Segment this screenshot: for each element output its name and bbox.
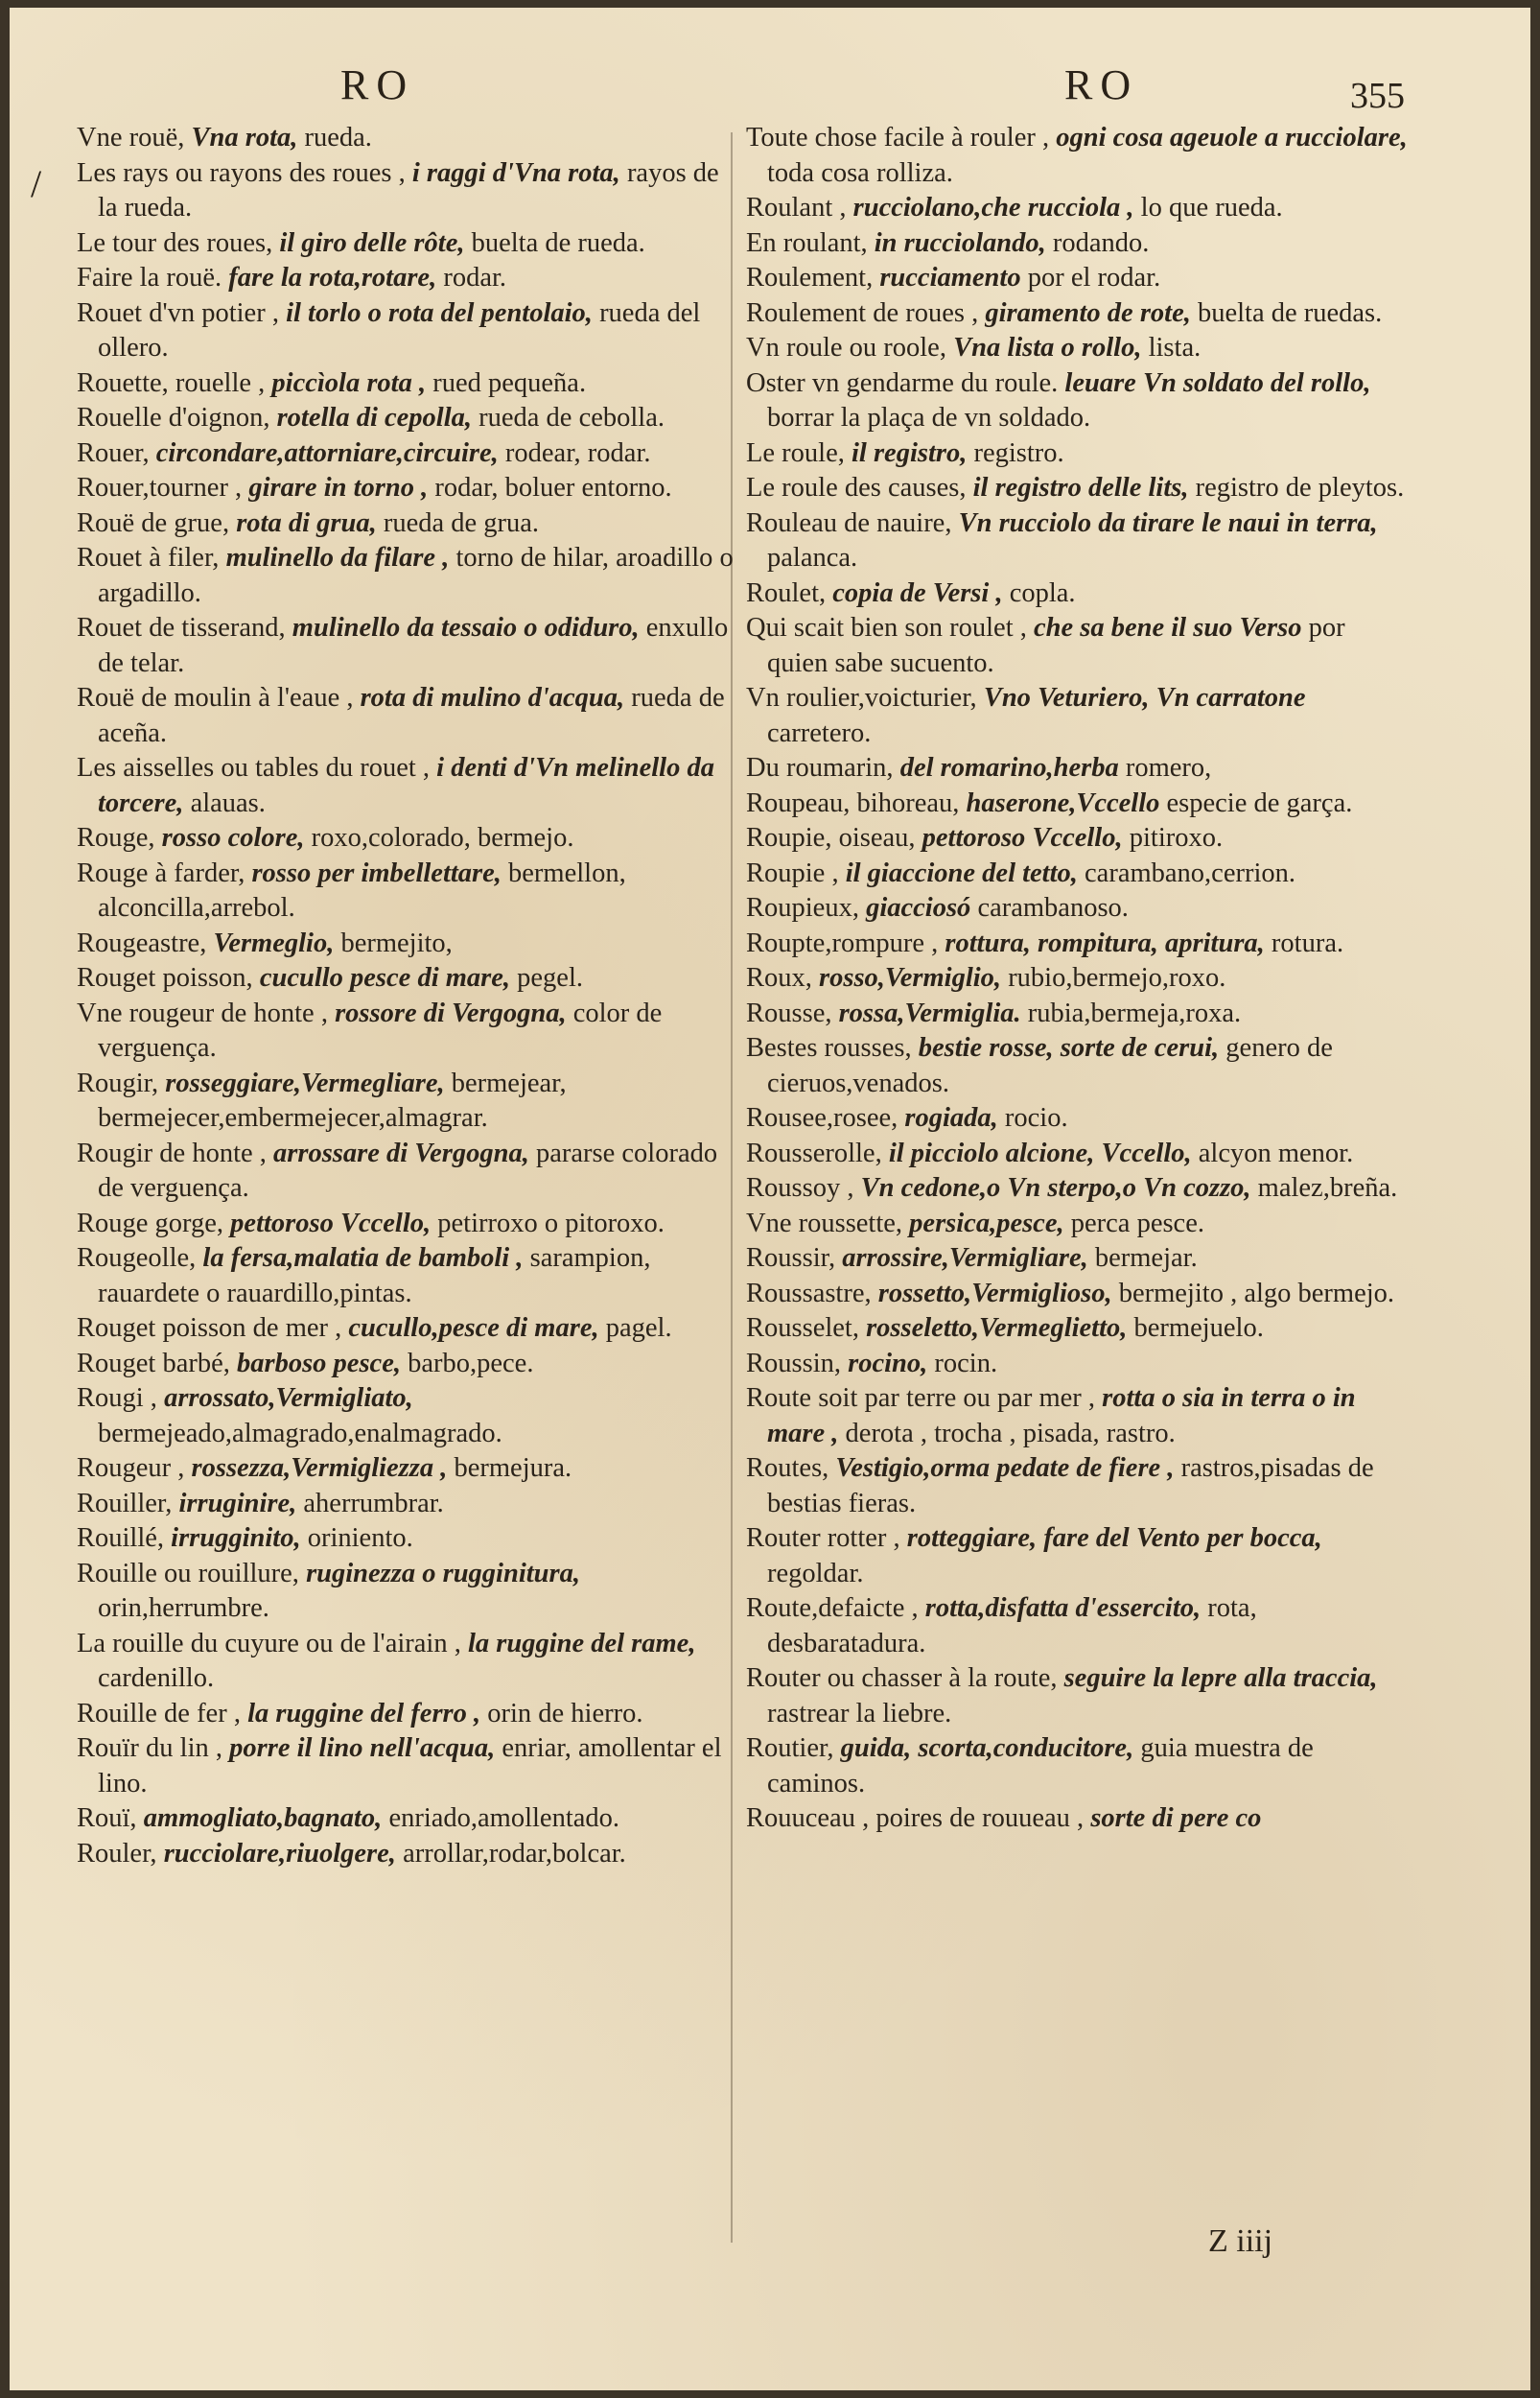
entry-french: Du roumarin, <box>746 753 894 783</box>
entry-french: Les aisselles ou tables du rouet , <box>77 753 431 783</box>
dictionary-entry <box>746 1731 1408 1801</box>
entry-italian: cucullo pesce di mare, <box>259 963 511 993</box>
entry-french: Le tour des roues, <box>77 227 273 258</box>
dictionary-entry <box>77 226 738 262</box>
entry-french: Rouelle d'oignon, <box>77 403 270 433</box>
dictionary-entry <box>746 1521 1408 1591</box>
entry-italian: arrossato,Vermigliato, <box>164 1383 413 1413</box>
entry-spanish: por quien sabe sucuento. <box>767 613 1345 678</box>
dictionary-entry <box>77 611 738 681</box>
entry-italian: rosso,Vermiglio, <box>819 963 1002 993</box>
dictionary-entry <box>746 1451 1408 1521</box>
dictionary-entry <box>746 1381 1408 1451</box>
entry-french: Routes, <box>746 1453 829 1483</box>
dictionary-entry <box>77 541 738 611</box>
dictionary-entry <box>77 1451 738 1487</box>
entry-spanish: orin de hierro. <box>487 1698 643 1728</box>
dictionary-entry <box>77 1311 738 1347</box>
entry-italian: rosseletto,Vermeglietto, <box>866 1313 1128 1343</box>
entry-spanish: arrollar,rodar,bolcar. <box>403 1838 626 1869</box>
dictionary-entry <box>77 1067 738 1137</box>
running-head-right: RO <box>1064 61 1139 108</box>
entry-spanish: oriniento. <box>307 1523 413 1553</box>
entry-spanish: rodando. <box>1052 227 1150 258</box>
entry-french: Toute chose facile à rouler , <box>746 123 1050 153</box>
entry-italian: del romarino,herba <box>899 753 1119 783</box>
entry-french: Faire la rouë. <box>77 263 222 293</box>
entry-french: Rougir, <box>77 1068 159 1098</box>
entry-spanish: rocio. <box>1004 1103 1068 1133</box>
entry-french: Rouillé, <box>77 1523 165 1553</box>
entry-spanish: pararse colorado de verguença. <box>98 1138 718 1203</box>
dictionary-entry <box>77 261 738 296</box>
dictionary-entry <box>746 436 1408 472</box>
dictionary-entry <box>746 576 1408 612</box>
entry-french: Roulet, <box>746 577 827 608</box>
entry-spanish: toda cosa rolliza. <box>767 157 953 188</box>
entry-french: Rouiller, <box>77 1488 173 1518</box>
dictionary-entry <box>746 506 1408 576</box>
entry-italian: sorte di pere co <box>1090 1803 1262 1833</box>
entry-italian: ammogliato,bagnato, <box>143 1803 383 1833</box>
dictionary-entry <box>746 1137 1408 1172</box>
entry-spanish: sarampion, rauardete o rauardillo,pintas. <box>98 1243 651 1308</box>
entry-italian: cucullo,pesce di mare, <box>348 1313 599 1343</box>
entry-italian: rossore di Vergogna, <box>335 998 567 1028</box>
entry-french: Rouë de grue, <box>77 507 230 538</box>
entry-french: Roupeau, bihoreau, <box>746 788 960 818</box>
entry-french: Routier, <box>746 1733 834 1763</box>
dictionary-entry <box>746 226 1408 262</box>
dictionary-entry <box>746 121 1408 191</box>
entry-spanish: bermejura. <box>454 1453 572 1483</box>
dictionary-entry <box>746 191 1408 226</box>
entry-italian: arrossare di Vergogna, <box>273 1138 529 1168</box>
entry-spanish: rueda del ollero. <box>98 297 701 363</box>
entry-french: Le roule des causes, <box>746 473 967 503</box>
entry-spanish: bermejar. <box>1094 1243 1198 1273</box>
entry-italian: bestie rosse, sorte de cerui, <box>918 1033 1220 1063</box>
entry-italian: ruginezza o rugginitura, <box>306 1558 580 1588</box>
entry-french: Roulement, <box>746 263 874 293</box>
entry-spanish: carambanoso. <box>977 893 1129 923</box>
entry-italian: il torlo o rota del pentolaio, <box>286 297 593 328</box>
entry-italian: che sa bene il suo Verso <box>1034 613 1302 643</box>
entry-spanish: genero de cieruos,venados. <box>767 1033 1333 1098</box>
entry-spanish: registro. <box>973 437 1064 468</box>
dictionary-entry <box>746 1241 1408 1277</box>
entry-french: Vn roule ou roole, <box>746 333 946 363</box>
entry-french: Roulant , <box>746 193 847 223</box>
entry-italian: arrossire,Vermigliare, <box>842 1243 1088 1273</box>
dictionary-entry <box>77 1697 738 1732</box>
entry-italian: il giaccione del tetto, <box>845 858 1078 888</box>
entry-spanish: bermellon, alconcilla,arrebol. <box>98 858 626 923</box>
entry-italian: rotella di cepolla, <box>276 403 473 433</box>
entry-italian: il registro, <box>852 437 968 468</box>
dictionary-entry <box>746 961 1408 997</box>
entry-spanish: bermejito , algo bermejo. <box>1118 1278 1395 1308</box>
column-divider <box>731 132 733 2243</box>
entry-italian: rucciamento <box>879 263 1021 293</box>
dictionary-entry <box>746 1661 1408 1731</box>
entry-italian: haserone,Vccello <box>966 788 1160 818</box>
entry-italian: il picciolo alcione, Vccello, <box>888 1138 1192 1168</box>
dictionary-entry <box>77 751 738 821</box>
entry-french: Rouget barbé, <box>77 1348 230 1378</box>
entry-spanish: rodear, rodar. <box>504 437 651 468</box>
entry-italian: Vermeglio, <box>213 928 335 958</box>
entry-italian: rotteggiare, fare del Vento per bocca, <box>906 1523 1322 1553</box>
entry-french: Le roule, <box>746 437 845 468</box>
entry-spanish: carretero. <box>767 717 872 748</box>
entry-french: Les rays ou rayons des roues , <box>77 157 406 188</box>
entry-french: Rouï, <box>77 1803 137 1833</box>
entry-italian: la ruggine del rame, <box>467 1628 696 1658</box>
entry-italian: pettoroso Vccello, <box>230 1208 432 1238</box>
dictionary-entry <box>77 927 738 962</box>
entry-spanish: rayos de la rueda. <box>98 157 719 223</box>
entry-italian: rotta o sia in terra o in mare , <box>767 1383 1356 1448</box>
entry-french: Rouget poisson de mer , <box>77 1313 342 1343</box>
entry-french: Route,defaicte , <box>746 1593 919 1623</box>
entry-spanish: romero, <box>1125 753 1212 783</box>
entry-italian: pettoroso Vccello, <box>922 823 1123 853</box>
margin-mark: / <box>31 162 42 205</box>
entry-italian: Vno Veturiero, Vn carratone <box>983 683 1306 713</box>
entry-french: Rouille de fer , <box>77 1698 241 1728</box>
entry-french: Rousselet, <box>746 1313 859 1343</box>
entry-spanish: petirroxo o pitoroxo. <box>437 1208 665 1238</box>
entry-spanish: rocin. <box>934 1348 998 1378</box>
entry-italian: mulinello da tessaio o odiduro, <box>292 613 640 643</box>
dictionary-entry <box>77 961 738 997</box>
entry-french: Router ou chasser à la route, <box>746 1663 1058 1693</box>
dictionary-entry <box>77 506 738 542</box>
entry-spanish: lo que rueda. <box>1140 193 1283 223</box>
dictionary-entry <box>746 927 1408 962</box>
entry-italian: rosso colore, <box>161 823 305 853</box>
entry-french: Roussastre, <box>746 1278 872 1308</box>
entry-italian: copia de Versi , <box>832 577 1003 608</box>
dictionary-entry <box>746 857 1408 892</box>
entry-spanish: alcyon menor. <box>1198 1138 1354 1168</box>
entry-spanish: rued pequeña. <box>432 367 587 398</box>
entry-french: Rouuceau , poires de rouueau , <box>746 1803 1085 1833</box>
entry-french: Roulement de roues , <box>746 297 979 328</box>
dictionary-entry <box>746 366 1408 436</box>
entry-french: Router rotter , <box>746 1523 900 1553</box>
entry-italian: rosso per imbellettare, <box>251 858 502 888</box>
entry-french: Rouget poisson, <box>77 963 253 993</box>
entry-french: Vne rougeur de honte , <box>77 998 328 1028</box>
dictionary-entry <box>77 471 738 506</box>
entry-italian: irruginire, <box>178 1488 297 1518</box>
entry-spanish: lista. <box>1148 333 1202 363</box>
dictionary-entry <box>77 821 738 857</box>
dictionary-entry <box>77 366 738 402</box>
page-number: 355 <box>1350 76 1405 116</box>
entry-spanish: rodar, boluer entorno. <box>434 473 672 503</box>
entry-spanish: borrar la plaça de vn soldado. <box>767 403 1091 433</box>
entry-french: Roupie , <box>746 858 839 888</box>
entry-italian: rota di mulino d'acqua, <box>360 683 625 713</box>
entry-italian: seguire la lepre alla traccia, <box>1063 1663 1378 1693</box>
entry-italian: giramento de rote, <box>985 297 1191 328</box>
entry-italian: rota di grua, <box>236 507 377 538</box>
entry-french: En roulant, <box>746 227 868 258</box>
entry-italian: rossetto,Vermiglioso, <box>877 1278 1112 1308</box>
entry-french: Rousee,rosee, <box>746 1103 898 1133</box>
dictionary-entry <box>746 681 1408 751</box>
entry-spanish: derota , trocha , pisada, rastro. <box>845 1418 1176 1448</box>
entry-spanish: pagel. <box>605 1313 672 1343</box>
entry-french: Rouïr du lin , <box>77 1733 223 1763</box>
dictionary-entry <box>746 751 1408 787</box>
entry-italian: rotta,disfatta d'essercito, <box>924 1593 1202 1623</box>
entry-italian: rogiada, <box>904 1103 998 1133</box>
dictionary-entry <box>746 1101 1408 1137</box>
entry-french: Roussoy , <box>746 1173 854 1203</box>
entry-italian: la fersa,malatia de bamboli , <box>202 1243 524 1273</box>
entry-french: Rouille ou rouillure, <box>77 1558 299 1588</box>
dictionary-entry <box>746 611 1408 681</box>
entry-italian: ogni cosa ageuole a rucciolare, <box>1056 123 1408 153</box>
entry-french: Rouge à farder, <box>77 858 245 888</box>
entry-italian: barboso pesce, <box>237 1348 401 1378</box>
entry-spanish: copla. <box>1009 577 1076 608</box>
dictionary-page <box>10 8 1530 2390</box>
dictionary-entry <box>746 471 1408 506</box>
entry-spanish: roxo,colorado, bermejo. <box>311 823 574 853</box>
entry-french: Vne rouë, <box>77 123 185 153</box>
entry-spanish: aherrumbrar. <box>303 1488 444 1518</box>
entry-spanish: registro de pleytos. <box>1195 473 1405 503</box>
entry-spanish: rueda de grua. <box>383 507 540 538</box>
entry-italian: porre il lino nell'acqua, <box>229 1733 496 1763</box>
dictionary-entry <box>746 1591 1408 1661</box>
entry-spanish: regoldar. <box>767 1558 864 1588</box>
dictionary-entry <box>746 997 1408 1032</box>
entry-spanish: rastros,pisadas de bestias fieras. <box>767 1453 1374 1518</box>
entry-italian: rucciolare,riuolgere, <box>163 1838 396 1869</box>
entry-french: Rouer, <box>77 437 150 468</box>
entry-spanish: pegel. <box>517 963 583 993</box>
entry-french: Vne roussette, <box>746 1208 903 1238</box>
entry-french: Rousse, <box>746 998 832 1028</box>
entry-spanish: rueda. <box>304 123 372 153</box>
entry-spanish: bermejito, <box>340 928 453 958</box>
dictionary-entry <box>746 1311 1408 1347</box>
entry-spanish: bermejear, bermejecer,embermejecer,almagrar. <box>98 1068 567 1133</box>
dictionary-entry <box>77 1801 738 1837</box>
entry-french: Rouet à filer, <box>77 543 220 573</box>
dictionary-entry <box>77 401 738 436</box>
entry-french: Roux, <box>746 963 812 993</box>
entry-italian: guida, scorta,conducitore, <box>840 1733 1134 1763</box>
entry-french: Rouet de tisserand, <box>77 613 286 643</box>
entry-italian: giacciosó <box>866 893 971 923</box>
entry-french: Rouge gorge, <box>77 1208 224 1238</box>
entry-spanish: buelta de ruedas. <box>1197 297 1383 328</box>
entry-italian: il giro delle rôte, <box>279 227 465 258</box>
entry-spanish: bermejuelo. <box>1133 1313 1264 1343</box>
entry-spanish: por el rodar. <box>1027 263 1161 293</box>
entry-spanish: malez,breña. <box>1257 1173 1398 1203</box>
entry-french: Vn roulier,voicturier, <box>746 683 977 713</box>
entry-spanish: rodar. <box>443 263 507 293</box>
dictionary-entry <box>77 1381 738 1451</box>
dictionary-entry <box>746 1347 1408 1382</box>
entry-french: Rougeur , <box>77 1453 185 1483</box>
entry-italian: Vn rucciolo da tirare le naui in terra, <box>958 507 1378 538</box>
entry-french: Roupieux, <box>746 893 859 923</box>
entry-italian: la ruggine del ferro , <box>247 1698 481 1728</box>
dictionary-entry <box>77 296 738 366</box>
dictionary-entry <box>77 1627 738 1697</box>
entry-italian: circondare,attorniare,circuire, <box>155 437 499 468</box>
entry-spanish: bermejeado,almagrado,enalmagrado. <box>98 1418 502 1448</box>
entry-spanish: barbo,pece. <box>408 1348 534 1378</box>
entry-spanish: rotura. <box>1271 928 1344 958</box>
entry-italian: il registro delle lits, <box>972 473 1189 503</box>
entry-spanish: guia muestra de caminos. <box>767 1733 1314 1798</box>
entry-french: Roussir, <box>746 1243 836 1273</box>
entry-french: Qui scait bien son roulet , <box>746 613 1027 643</box>
entry-spanish: buelta de rueda. <box>471 227 645 258</box>
entry-spanish: rota, desbaratadura. <box>767 1593 1257 1658</box>
dictionary-entry <box>746 331 1408 366</box>
entry-italian: rocino, <box>848 1348 928 1378</box>
entry-french: Rouge, <box>77 823 155 853</box>
entry-french: La rouille du cuyure ou de l'airain , <box>77 1628 461 1658</box>
entry-french: Rouer,tourner , <box>77 473 243 503</box>
entry-italian: Vna lista o rollo, <box>953 333 1142 363</box>
entry-spanish: rubio,bermejo,roxo. <box>1008 963 1226 993</box>
entry-spanish: rueda de aceña. <box>98 683 725 748</box>
entry-french: Roupie, oiseau, <box>746 823 916 853</box>
signature-mark: Z iiij <box>1208 2223 1273 2259</box>
entry-french: Rousserolle, <box>746 1138 882 1168</box>
right-column <box>746 121 1408 2260</box>
running-head-left: RO <box>340 61 415 108</box>
entry-italian: rucciolano,che rucciola , <box>852 193 1134 223</box>
entry-french: Rougir de honte , <box>77 1138 267 1168</box>
entry-french: Rouleau de nauire, <box>746 507 952 538</box>
dictionary-entry <box>77 1137 738 1207</box>
entry-italian: in rucciolando, <box>874 227 1046 258</box>
entry-french: Roupte,rompure , <box>746 928 939 958</box>
entry-spanish: alauas. <box>190 788 266 818</box>
dictionary-entry <box>77 436 738 472</box>
dictionary-entry <box>77 857 738 927</box>
entry-italian: piccìola rota , <box>271 367 427 398</box>
dictionary-entry <box>77 1731 738 1801</box>
dictionary-entry <box>746 787 1408 822</box>
dictionary-entry <box>77 156 738 226</box>
entry-french: Rougi , <box>77 1383 157 1413</box>
dictionary-entry <box>746 261 1408 296</box>
dictionary-entry <box>77 1241 738 1311</box>
entry-spanish: carambano,cerrion. <box>1085 858 1295 888</box>
entry-italian: irrugginito, <box>171 1523 301 1553</box>
dictionary-entry <box>77 997 738 1067</box>
entry-spanish: color de verguença. <box>98 998 663 1063</box>
dictionary-entry <box>746 821 1408 857</box>
entry-spanish: cardenillo. <box>98 1663 215 1693</box>
dictionary-entry <box>77 681 738 751</box>
entry-french: Rouë de moulin à l'eaue , <box>77 683 354 713</box>
entry-spanish: enxullo de telar. <box>98 613 729 678</box>
dictionary-entry <box>746 1171 1408 1207</box>
dictionary-entry <box>77 1521 738 1557</box>
entry-french: Rouet d'vn potier , <box>77 297 279 328</box>
entry-italian: fare la rota,rotare, <box>228 263 437 293</box>
entry-italian: i denti d'Vn melinello da torcere, <box>98 753 714 818</box>
entry-italian: mulinello da filare , <box>225 543 450 573</box>
entry-french: Rouette, rouelle , <box>77 367 266 398</box>
entry-spanish: rueda de cebolla. <box>478 403 665 433</box>
entry-spanish: palanca. <box>767 543 858 573</box>
entry-italian: rossezza,Vermigliezza , <box>191 1453 448 1483</box>
entry-spanish: perca pesce. <box>1070 1208 1204 1238</box>
dictionary-entry <box>77 1487 738 1522</box>
entry-french: Route soit par terre ou par mer , <box>746 1383 1096 1413</box>
entry-spanish: enriar, amollentar el lino. <box>98 1733 722 1798</box>
entry-french: Bestes rousses, <box>746 1033 912 1063</box>
left-column <box>77 121 738 2260</box>
entry-spanish: torno de hilar, aroadillo o argadillo. <box>98 543 734 608</box>
dictionary-entry <box>77 1837 738 1872</box>
entry-italian: leuare Vn soldato del rollo, <box>1064 367 1371 398</box>
dictionary-entry <box>746 1207 1408 1242</box>
dictionary-entry <box>77 1557 738 1627</box>
entry-french: Rouler, <box>77 1838 157 1869</box>
entry-italian: i raggi d'Vna rota, <box>411 157 620 188</box>
entry-italian: persica,pesce, <box>909 1208 1064 1238</box>
dictionary-entry <box>746 1801 1408 1837</box>
entry-french: Rougeastre, <box>77 928 207 958</box>
entry-spanish: especie de garça. <box>1166 788 1353 818</box>
dictionary-entry <box>746 891 1408 927</box>
dictionary-entry <box>77 1347 738 1382</box>
dictionary-entry <box>746 1031 1408 1101</box>
dictionary-entry <box>746 296 1408 332</box>
entry-spanish: rastrear la liebre. <box>767 1698 952 1728</box>
dictionary-entry <box>77 121 738 156</box>
dictionary-entry <box>77 1207 738 1242</box>
entry-spanish: rubia,bermeja,roxa. <box>1027 998 1242 1028</box>
entry-spanish: orin,herrumbre. <box>98 1593 269 1623</box>
entry-french: Rougeolle, <box>77 1243 197 1273</box>
entry-italian: rottura, rompitura, apritura, <box>945 928 1265 958</box>
entry-italian: rossa,Vermiglia. <box>838 998 1021 1028</box>
entry-spanish: pitiroxo. <box>1129 823 1224 853</box>
entry-spanish: enriado,amollentado. <box>388 1803 620 1833</box>
entry-french: Oster vn gendarme du roule. <box>746 367 1059 398</box>
entry-french: Roussin, <box>746 1348 841 1378</box>
entry-italian: girare in torno , <box>248 473 429 503</box>
entry-italian: Vestigio,orma pedate de fiere , <box>835 1453 1175 1483</box>
entry-italian: Vna rota, <box>191 123 298 153</box>
entry-italian: rosseggiare,Vermegliare, <box>165 1068 445 1098</box>
entry-italian: Vn cedone,o Vn sterpo,o Vn cozzo, <box>860 1173 1251 1203</box>
dictionary-entry <box>746 1277 1408 1312</box>
